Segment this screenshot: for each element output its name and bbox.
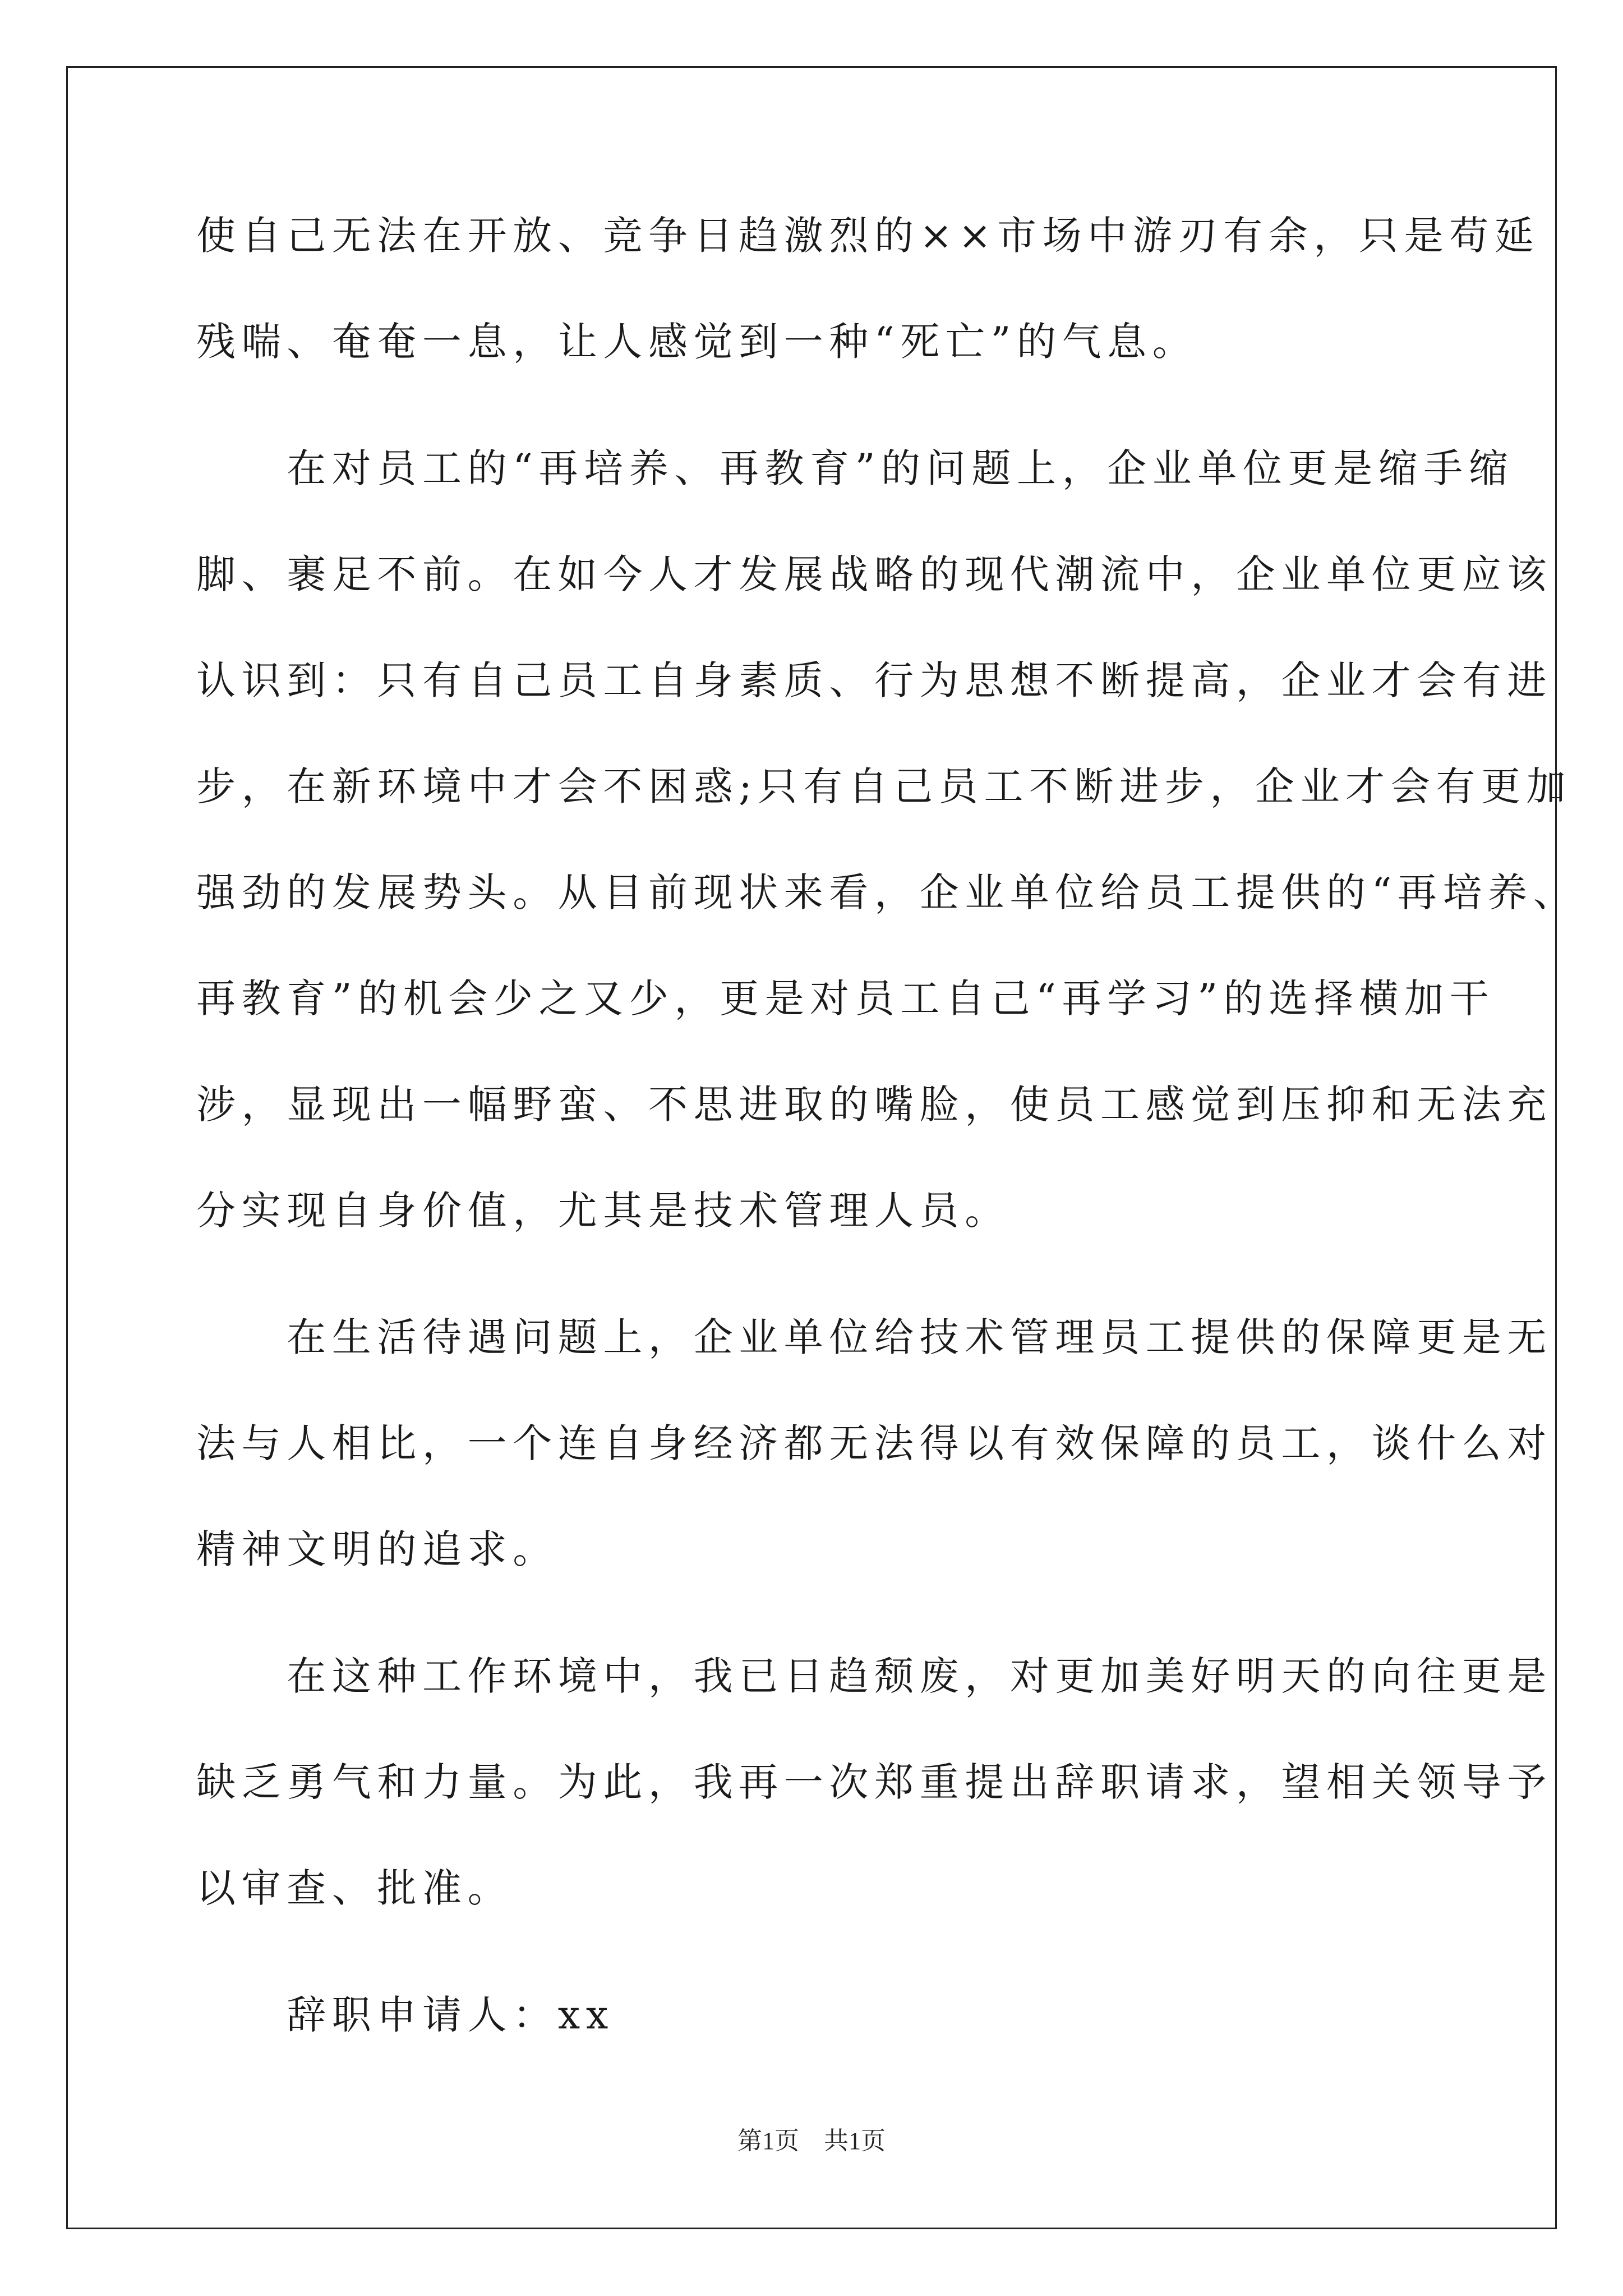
text-line: 精神文明的追求。 <box>196 1526 558 1572</box>
text-line: 步，在新环境中才会不困惑;只有自己员工不断进步，企业才会有更加 <box>196 763 1572 809</box>
page-number: 第1页 共1页 <box>737 2127 886 2155</box>
text-line: 脚、裹足不前。在如今人才发展战略的现代潮流中，企业单位更应该 <box>196 551 1552 597</box>
signature-line: 辞职申请人：xx <box>196 1992 614 2038</box>
text-line: 再教育”的机会少之又少，更是对员工自己“再学习”的选择横加干 <box>196 976 1495 1022</box>
text-line: 认识到：只有自己员工自身素质、行为思想不断提高，企业才会有进 <box>196 657 1552 703</box>
text-line: 分实现自身价值，尤其是技术管理人员。 <box>196 1188 1010 1234</box>
text-line: 残喘、奄奄一息，让人感觉到一种“死亡”的气息。 <box>196 319 1198 365</box>
text-line: 在这种工作环境中，我已日趋颓废，对更加美好明天的向往更是 <box>196 1653 1552 1699</box>
text-line: 在对员工的“再培养、再教育”的问题上，企业单位更是缩手缩 <box>196 445 1514 491</box>
text-line: 使自己无法在开放、竞争日趋激烈的××市场中游刃有余，只是苟延 <box>196 213 1540 259</box>
text-line: 强劲的发展势头。从目前现状来看，企业单位给员工提供的“再培养、 <box>196 869 1579 915</box>
text-line: 在生活待遇问题上，企业单位给技术管理员工提供的保障更是无 <box>196 1314 1552 1360</box>
text-line: 以审查、批准。 <box>196 1865 513 1911</box>
text-line: 缺乏勇气和力量。为此，我再一次郑重提出辞职请求，望相关领导予 <box>196 1759 1552 1805</box>
text-line: 法与人相比，一个连自身经济都无法得以有效保障的员工，谈什么对 <box>196 1420 1552 1466</box>
text-line: 涉，显现出一幅野蛮、不思进取的嘴脸，使员工感觉到压抑和无法充 <box>196 1082 1552 1128</box>
